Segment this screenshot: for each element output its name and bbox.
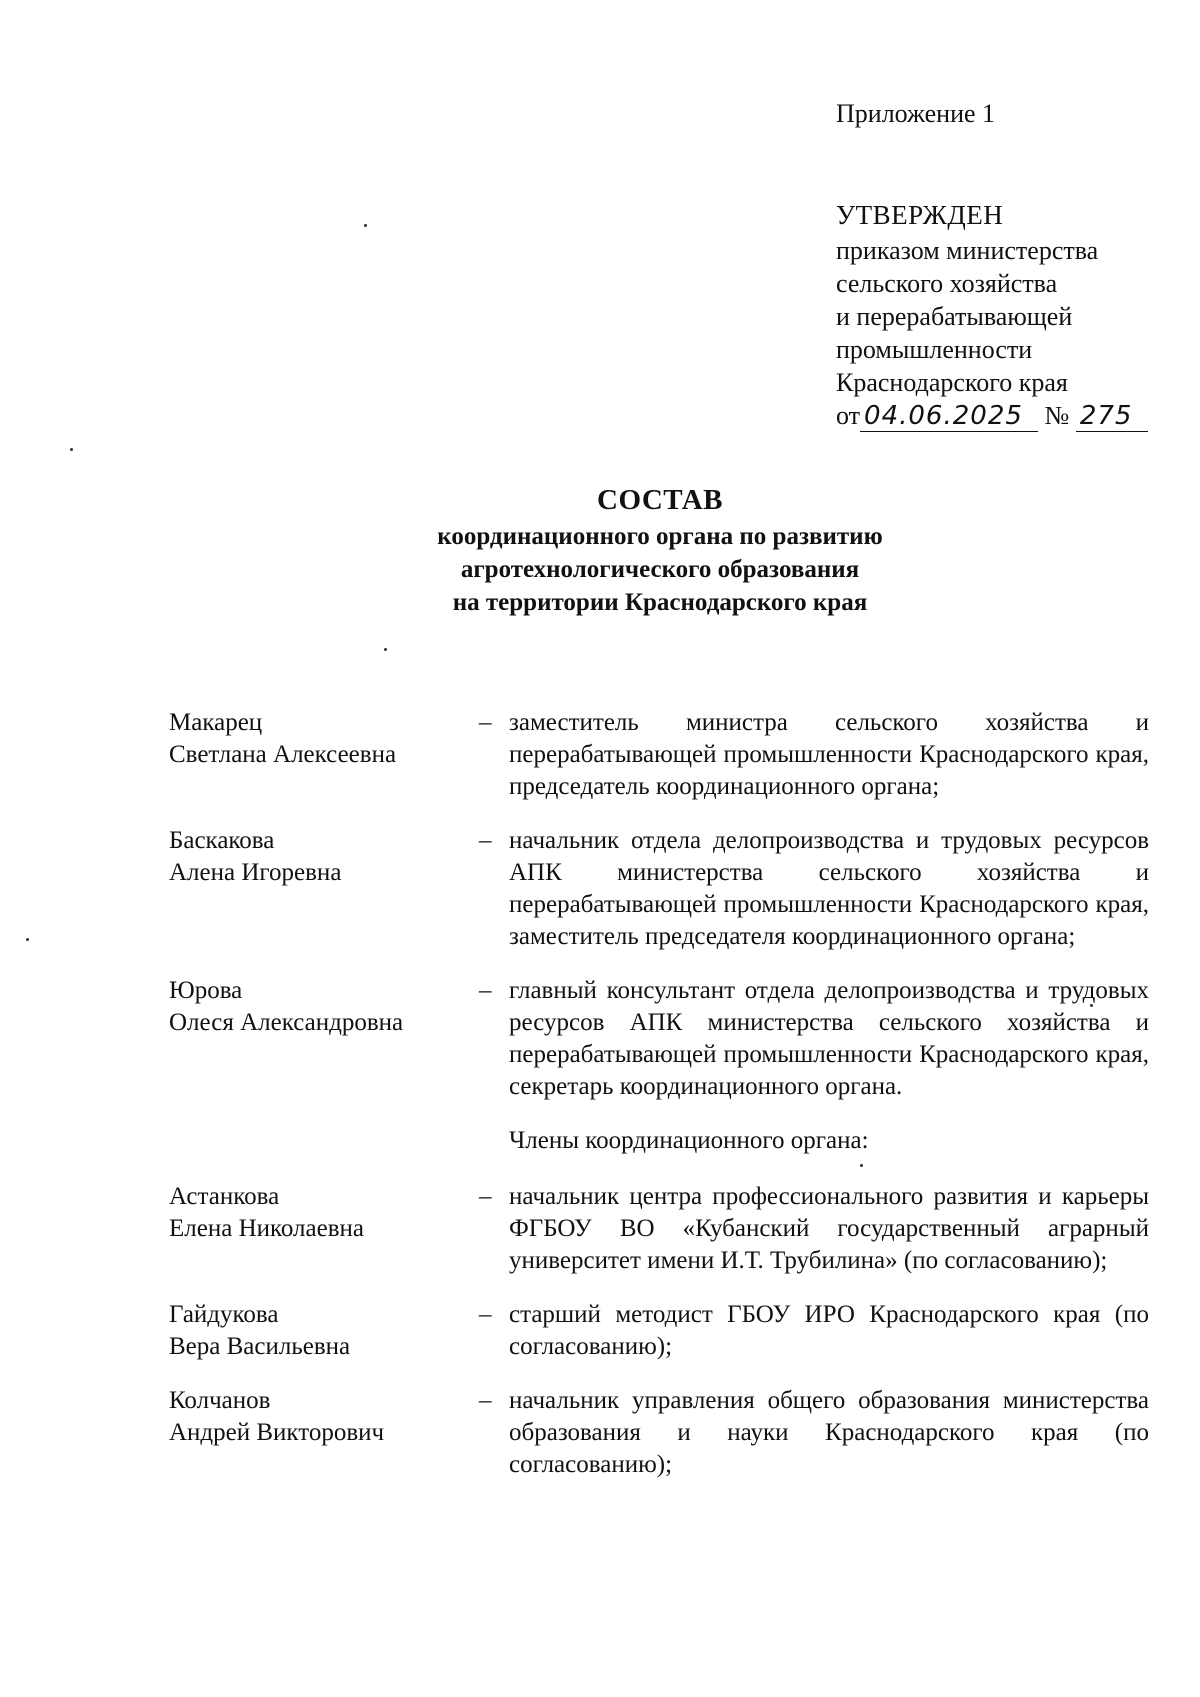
member-surname: Макарец [169, 709, 263, 736]
member-row [169, 1181, 1159, 1277]
approval-line: Краснодарского края [836, 368, 1068, 397]
approval-line: приказом министерства [836, 236, 1099, 265]
member-row [169, 975, 1159, 1103]
title-subline: координационного органа по развитию [437, 523, 883, 550]
member-dash: – [479, 709, 492, 736]
member-given-names: Елена Николаевна [169, 1215, 364, 1242]
member-surname: Колчанов [169, 1387, 271, 1414]
approval-line: и перерабатывающей [836, 302, 1073, 331]
order-from-label: от [836, 401, 861, 430]
member-role: начальник центра профессионального развития и карьеры ФГБОУ ВО «Кубанский государственный аграрный университет имени И.Т. Трубилина» (по согласованию); [509, 1183, 1149, 1274]
member-role: главный консультант отдела делопроизводства и трудовых ресурсов АПК министерства сельского хозяйства и перерабатывающей промышленности Краснодарского края, секретарь координационного органа. [509, 977, 1149, 1100]
member-row [169, 1385, 1159, 1481]
approval-line: сельского хозяйства [836, 269, 1058, 298]
member-name [169, 1299, 479, 1363]
scan-speck [70, 448, 73, 451]
order-number-label: № [1044, 401, 1070, 430]
member-dash: – [479, 1387, 492, 1414]
appendix-label: Приложение 1 [836, 99, 996, 128]
member-role: заместитель министра сельского хозяйства и перерабатывающей промышленности Краснодарского края, председатель координационного органа; [509, 709, 1149, 800]
document-title [300, 480, 1020, 619]
member-dash: – [479, 827, 492, 854]
member-role: начальник отдела делопроизводства и трудовых ресурсов АПК министерства сельского хозяйства и перерабатывающей промышленности Краснодарского края, заместитель председателя координационного органа; [509, 827, 1149, 950]
order-date: 04.06.2025 [860, 401, 1038, 432]
scan-speck [860, 1164, 863, 1167]
member-dash: – [479, 1183, 492, 1210]
member-name [169, 975, 479, 1039]
members-heading: Члены координационного органа: [509, 1127, 869, 1154]
member-given-names: Андрей Викторович [169, 1419, 385, 1446]
member-name [169, 707, 479, 771]
member-dash: – [479, 977, 492, 1004]
scan-speck [364, 224, 367, 227]
title-subline: на территории Краснодарского края [452, 589, 868, 616]
member-given-names: Алена Игоревна [169, 859, 342, 886]
member-surname: Юрова [169, 977, 243, 1004]
order-number: 275 [1076, 401, 1148, 432]
scan-speck [1090, 1004, 1093, 1007]
member-name [169, 1181, 479, 1245]
scan-speck [384, 648, 387, 651]
member-row [169, 1299, 1159, 1363]
member-given-names: Светлана Алексеевна [169, 741, 397, 768]
member-name [169, 825, 479, 889]
order-reference [836, 399, 1166, 432]
member-name [169, 1385, 479, 1449]
title-subline: агротехнологического образования [460, 556, 860, 583]
member-surname: Гайдукова [169, 1301, 279, 1328]
member-given-names: Вера Васильевна [169, 1333, 351, 1360]
approval-line: промышленности [836, 335, 1033, 364]
member-role: начальник управления общего образования министерства образования и науки Краснодарского края (по согласованию); [509, 1387, 1149, 1478]
member-given-names: Олеся Александровна [169, 1009, 404, 1036]
member-role: старший методист ГБОУ ИРО Краснодарского края (по согласованию); [509, 1301, 1149, 1360]
member-surname: Баскакова [169, 827, 275, 854]
composition-list [169, 707, 1159, 1503]
approval-block [836, 196, 1166, 432]
approved-heading: УТВЕРЖДЕН [836, 200, 1004, 230]
member-row [169, 707, 1159, 803]
scan-speck [26, 938, 29, 941]
member-surname: Астанкова [169, 1183, 280, 1210]
title-main: СОСТАВ [597, 484, 723, 516]
member-row [169, 825, 1159, 953]
member-dash: – [479, 1301, 492, 1328]
